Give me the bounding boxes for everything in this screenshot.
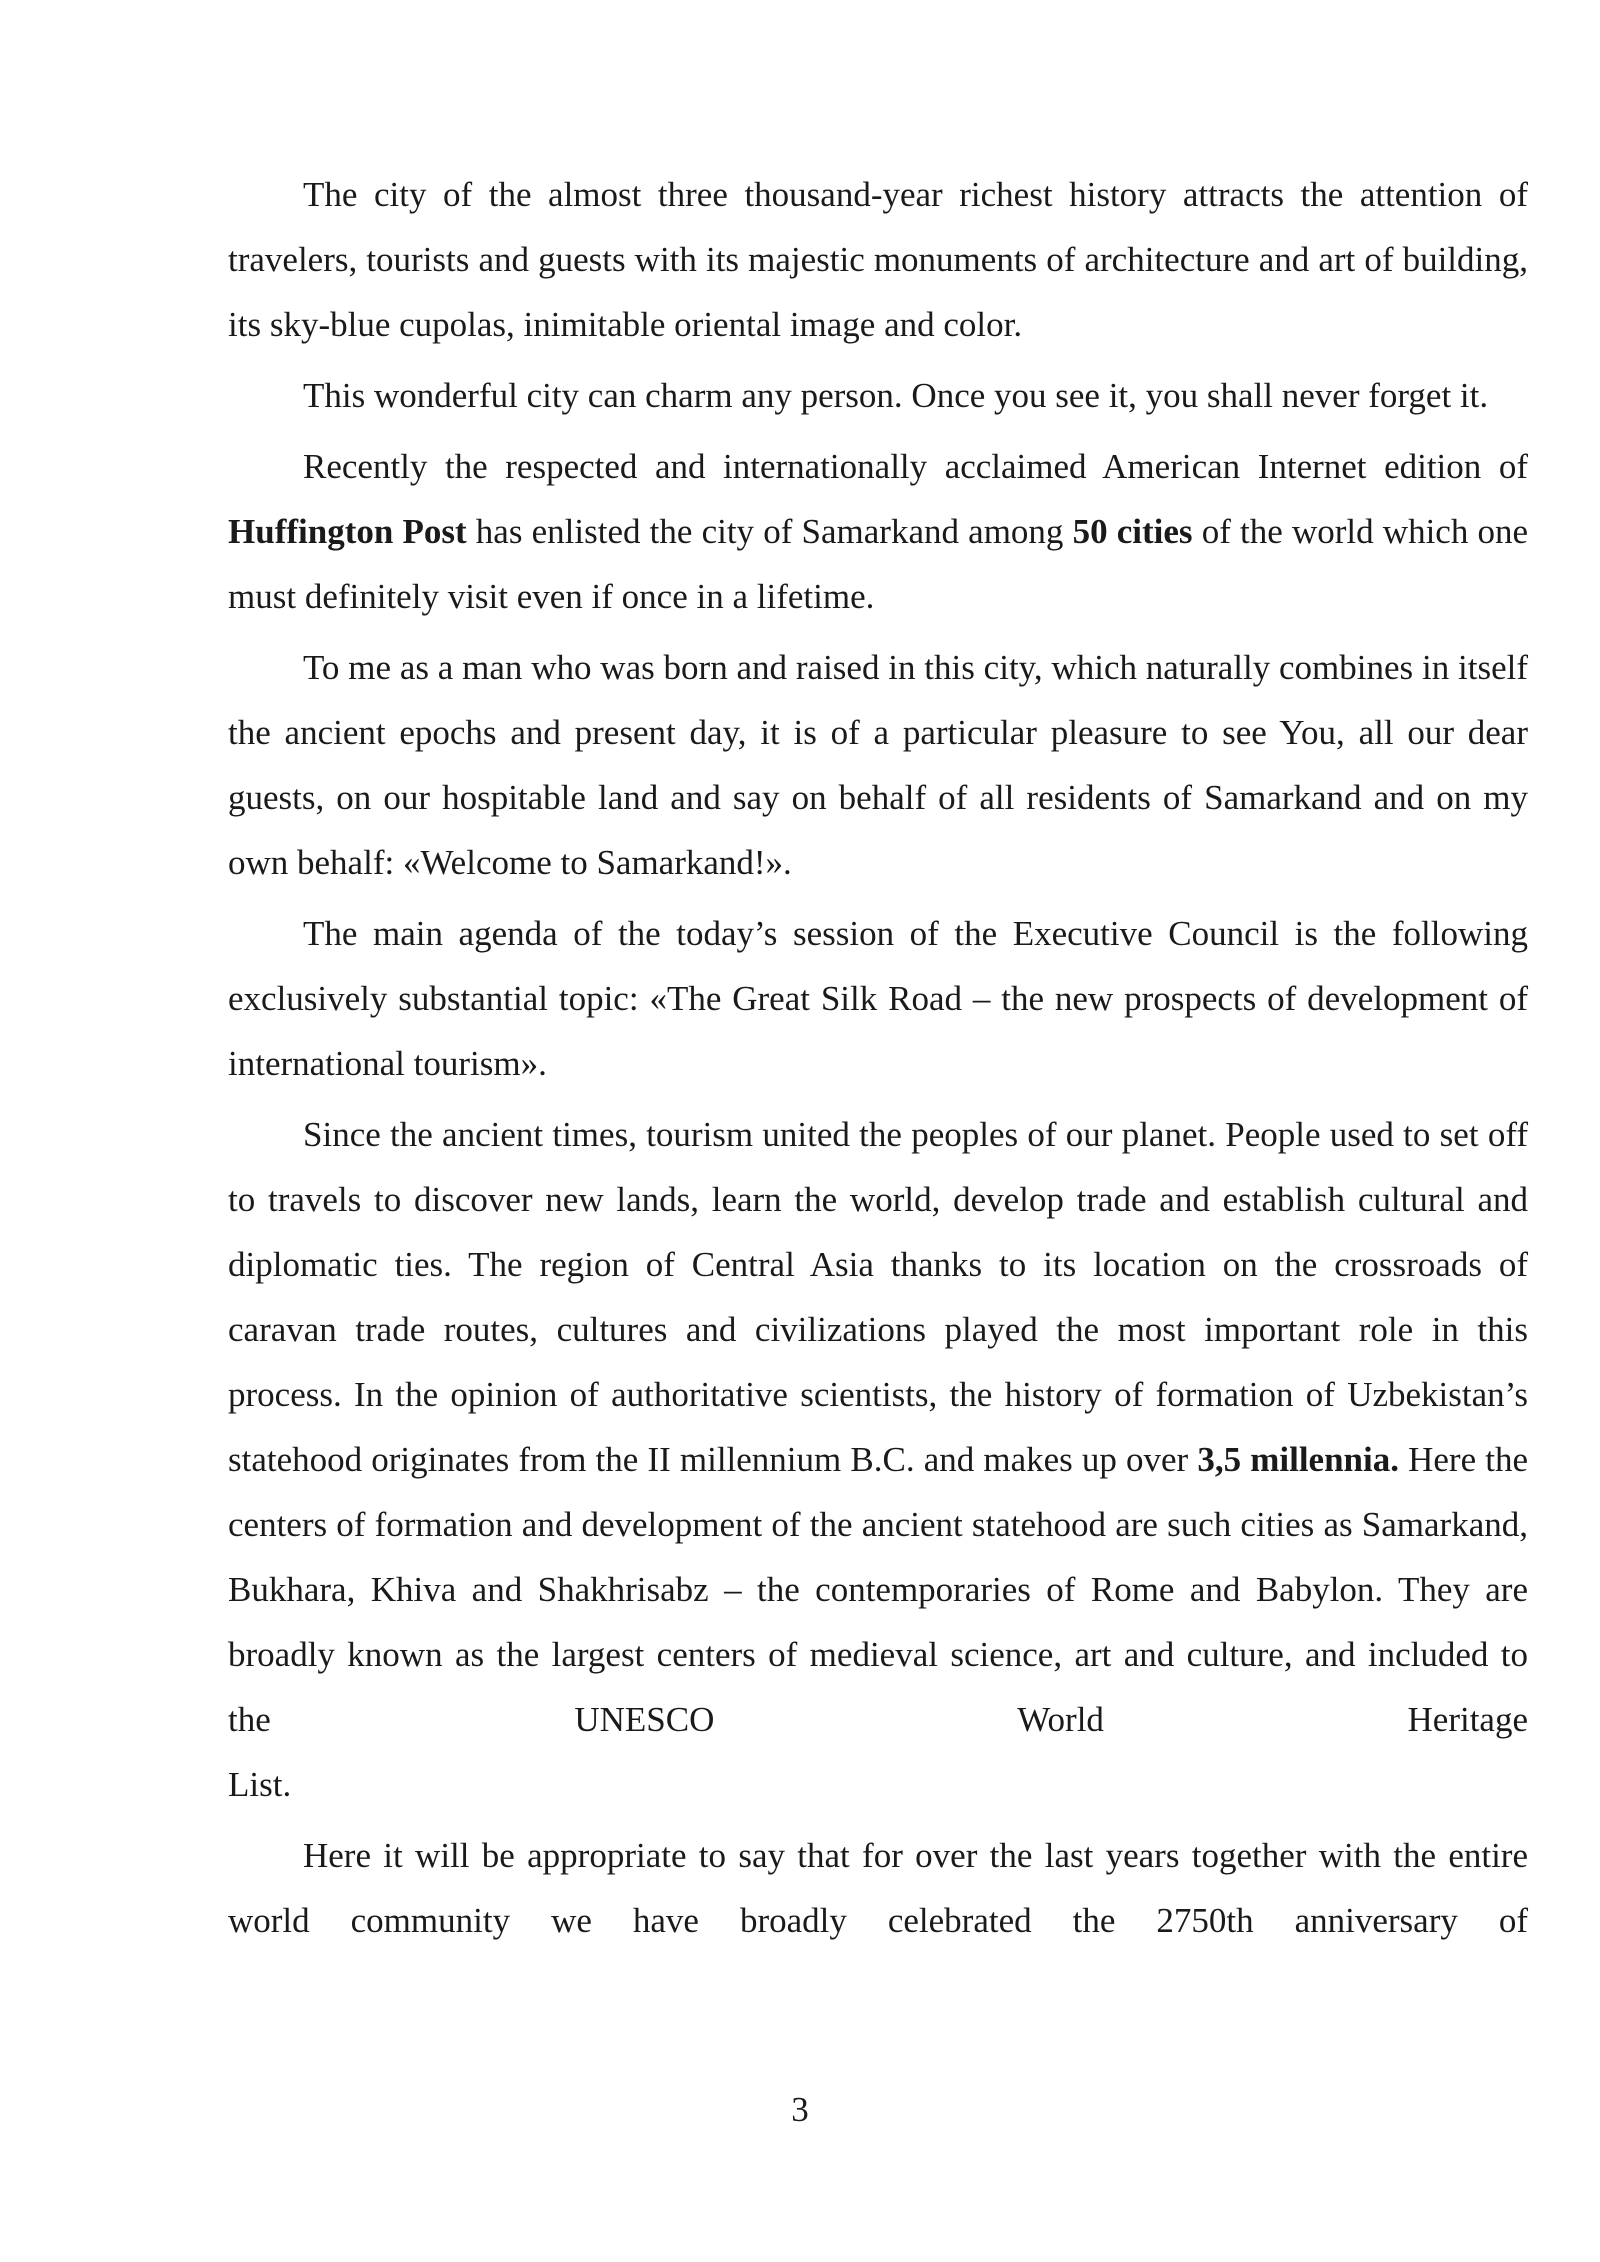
paragraph-huffington-post — [228, 434, 1528, 629]
paragraph-welcome: To me as a man who was born and raised in this city, which naturally combines in itself the ancient epochs and present day, it is of a particular pleasure to see You, all our dear guests, on our hospitable land and say on behalf of all residents of Samarkand and on my own behalf: «Welcome to Samarkand!». — [228, 648, 1528, 882]
page-number: 3 — [791, 2090, 809, 2129]
paragraph-text-segment: has enlisted the city of Samarkand among — [466, 512, 1073, 551]
paragraph-text-segment: Here the centers of formation and development of the ancient statehood are such cities as Samarkand, Bukhara, Khiva and Shakhrisabz – the contemporaries of Rome and Babylon. They are broadly known as the largest centers of medieval science, art and culture, and included to the UNESCO World Heritage — [228, 1440, 1529, 1739]
document-body — [228, 162, 1528, 1959]
bold-millennia: 3,5 millennia. — [1197, 1440, 1399, 1479]
paragraph-agenda: The main agenda of the today’s session of the Executive Council is the following exclusively substantial topic: «The Great Silk Road – the new prospects of development of international tourism». — [228, 914, 1528, 1083]
paragraph-text-segment: Recently the respected and internationally acclaimed American Internet edition of — [303, 447, 1528, 486]
paragraph-text-segment: Since the ancient times, tourism united the peoples of our planet. People used to set off to travels to discover new lands, learn the world, develop trade and establish cultural and diplomatic ties. The region of Central Asia thanks to its location on the crossroads of caravan trade routes, cultures and civilizations played the most important role in this process. In the opinion of authoritative scientists, the history of formation of Uzbekistan’s statehood originates from the II millennium B.C. and makes up over — [228, 1115, 1528, 1479]
paragraph-anniversary: Here it will be appropriate to say that for over the last years together with the entire world community we have broadly celebrated the 2750th anniversary of — [228, 1836, 1528, 1940]
paragraph-wonderful-city: This wonderful city can charm any person. Once you see it, you shall never forget it. — [303, 376, 1489, 415]
paragraph-text-segment: of the world which one must definitely visit even if once in a lifetime. — [228, 512, 1529, 616]
bold-huffington-post: Huffington Post — [228, 512, 467, 551]
paragraph-city-history: The city of the almost three thousand-year richest history attracts the attention of travelers, tourists and guests with its majestic monuments of architecture and art of building, its sky-blue cupolas, inimitable oriental image and color. — [228, 175, 1528, 344]
paragraph-trailing-line: List. — [228, 1765, 292, 1804]
paragraph-ancient-times — [228, 1102, 1528, 1752]
bold-50-cities: 50 cities — [1072, 512, 1193, 551]
